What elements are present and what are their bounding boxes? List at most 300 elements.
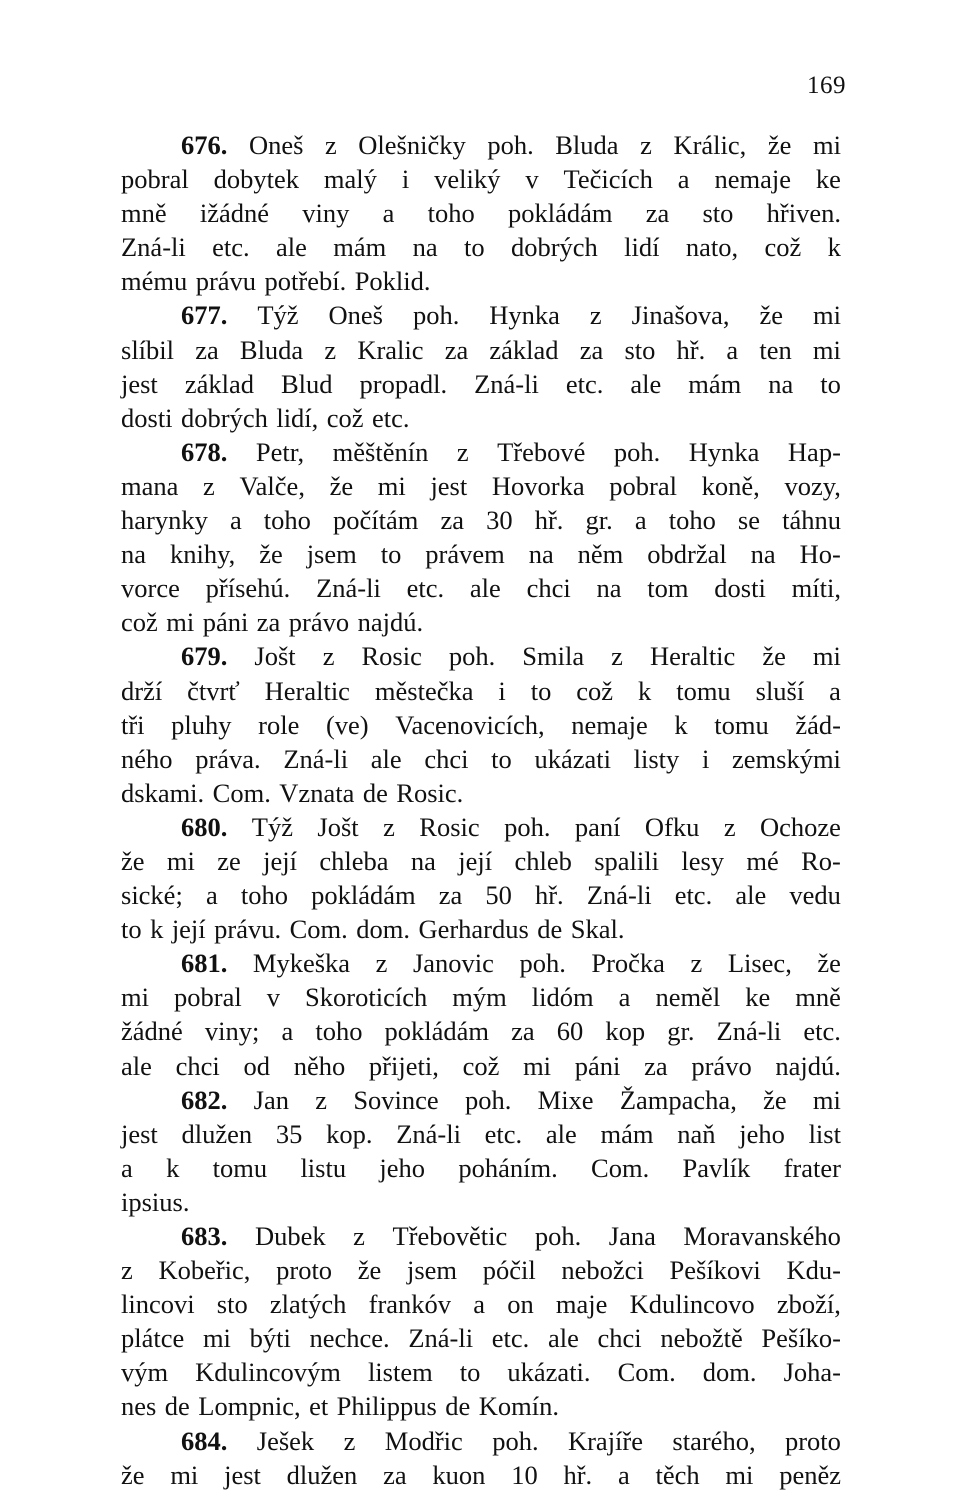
word: Lompnic, [198, 1391, 301, 1422]
word: a [205, 880, 218, 911]
word: Jošt [254, 641, 296, 672]
word: mám [333, 232, 387, 263]
word: mi [725, 1459, 754, 1490]
word: malý [323, 164, 377, 195]
word: z [383, 811, 395, 842]
word: měštěnín [332, 436, 429, 467]
word: naň [677, 1118, 716, 1149]
word: paní [574, 811, 621, 842]
word: drží [121, 675, 163, 706]
word: ale [275, 232, 307, 263]
entry-number: 679. [181, 641, 228, 672]
word: Joha- [783, 1357, 841, 1388]
word: z [121, 1255, 133, 1286]
word: a [634, 505, 647, 536]
word: hř. [676, 334, 706, 365]
word: že [121, 1459, 145, 1490]
word: de [164, 1391, 190, 1422]
word: Králic, [673, 130, 747, 160]
word: nemaje [571, 709, 648, 740]
word: chci [424, 743, 469, 774]
word: z [589, 300, 602, 331]
word: ale [370, 743, 402, 774]
word: mi [377, 470, 406, 501]
word: mně [795, 982, 841, 1013]
word: gr. [585, 505, 613, 536]
word: mi [812, 1084, 841, 1115]
word: de [445, 1391, 471, 1422]
word: ale [630, 368, 662, 399]
text-line [121, 503, 841, 537]
word: Třebové [497, 436, 586, 467]
word: Kdu- [786, 1255, 841, 1286]
text-line [121, 230, 841, 264]
word: a [617, 1459, 630, 1490]
word: pokládám [384, 1016, 490, 1047]
word: páni [574, 1050, 621, 1081]
word: za [579, 334, 604, 365]
word: její [263, 845, 297, 876]
word: poh. [464, 1084, 512, 1115]
word: lesy [681, 845, 725, 876]
word: Ho- [799, 539, 841, 570]
word: Heraltic [264, 675, 350, 706]
text-line [121, 537, 841, 571]
word: pokládám [507, 198, 613, 229]
text-line [121, 1389, 841, 1423]
word: něho [293, 1050, 346, 1081]
word: pobral [121, 164, 189, 195]
word: k [674, 709, 688, 740]
word: Hap- [787, 436, 841, 467]
word: Zná-li [586, 880, 652, 911]
word: Rosic [361, 641, 422, 672]
word: to [820, 368, 841, 399]
word: Vznata [279, 777, 355, 808]
word: na [750, 539, 776, 570]
word: a [281, 1016, 294, 1047]
text-line [121, 162, 841, 196]
word: Skal. [570, 914, 625, 945]
word: pobral [174, 982, 242, 1013]
word: mana [121, 470, 179, 501]
word: za [444, 334, 469, 365]
text-line [121, 571, 841, 605]
word: plátce [121, 1323, 185, 1354]
word: poh. [519, 948, 566, 979]
word: jest [121, 1118, 158, 1149]
word: Oneš [248, 130, 304, 160]
word: základ [184, 368, 254, 399]
word: z [353, 1221, 365, 1251]
word: a [618, 982, 631, 1013]
word: na [121, 539, 147, 570]
word: dosti [121, 402, 173, 433]
word: poh. [613, 436, 661, 467]
word: i [701, 743, 710, 774]
word: nebožtě [660, 1323, 743, 1354]
word: poh. [487, 130, 534, 160]
word: že [817, 948, 841, 979]
word: mi [812, 641, 841, 672]
word: Philippus [336, 1391, 437, 1422]
word: od [243, 1050, 270, 1081]
text-line [121, 605, 841, 639]
text-line [121, 298, 841, 332]
word: viny [302, 198, 350, 229]
word: Kobeřic, [158, 1255, 251, 1286]
word: poh. [492, 1425, 539, 1456]
word: mi [812, 130, 841, 160]
word: i [498, 675, 506, 706]
word: obdržal [647, 539, 727, 570]
word: na [596, 573, 622, 604]
word: v [525, 164, 539, 195]
word: frater [783, 1152, 841, 1183]
word: ukázati [534, 743, 611, 774]
word: Třebovětic [392, 1221, 508, 1251]
word: Týž [251, 811, 293, 842]
word: Ješek [256, 1425, 315, 1456]
word: Com. [212, 777, 271, 808]
word: lidí [624, 232, 660, 263]
word: zemskými [732, 743, 841, 774]
word: lidóm [531, 982, 594, 1013]
word: a [726, 334, 739, 365]
word: mi [813, 300, 841, 331]
word: ale [469, 573, 501, 604]
text-line [121, 1287, 841, 1321]
word: vým [121, 1357, 169, 1388]
word: hř. [534, 505, 564, 536]
text-line [121, 1151, 841, 1185]
word: z [375, 948, 388, 979]
word: jest [224, 1459, 261, 1490]
word: za [256, 607, 281, 638]
word: i [401, 164, 410, 195]
word: Mixe [537, 1084, 594, 1115]
word: nato, [685, 232, 739, 263]
word: etc. [406, 573, 445, 604]
text-line [121, 128, 841, 162]
word: býti [249, 1323, 291, 1354]
word: viny; [204, 1016, 260, 1047]
word: Bluda [239, 334, 304, 365]
word: právu. [214, 914, 282, 945]
word: proto [276, 1255, 333, 1286]
entry-number: 676. [181, 130, 228, 160]
word: 10 [511, 1459, 538, 1490]
word: že [329, 470, 354, 501]
word: lincovi [121, 1289, 195, 1320]
word: (ve) [325, 709, 369, 740]
word: že [763, 1084, 787, 1115]
word: z [690, 948, 703, 979]
word: poh. [534, 1221, 582, 1251]
word: že [759, 300, 784, 331]
word: poh. [412, 300, 460, 331]
word: jeho [379, 1152, 426, 1183]
word: etc. [212, 232, 250, 263]
word: Blud [280, 368, 333, 399]
word: z [322, 641, 335, 672]
word: mám [600, 1118, 654, 1149]
word: z [723, 811, 736, 842]
word: tomu [212, 1152, 268, 1183]
text-line [121, 810, 841, 844]
word: Ochoze [760, 811, 841, 842]
word: vedu [789, 880, 841, 911]
word: mi [121, 982, 149, 1013]
word: Jan [253, 1084, 289, 1115]
text-line [121, 196, 841, 230]
word: mi [166, 607, 195, 638]
word: v [266, 982, 280, 1013]
word: k [827, 232, 841, 263]
word: městečka [374, 675, 474, 706]
word: Com. [591, 1152, 650, 1183]
word: jeho [739, 1118, 785, 1149]
word: Zná-li [474, 368, 539, 399]
word: chleba [319, 845, 389, 876]
word: což [121, 607, 158, 638]
word: vorce [121, 573, 180, 604]
word: ného [121, 743, 173, 774]
word: póčil [482, 1255, 536, 1286]
word: že [121, 845, 145, 876]
word: mi [170, 1459, 199, 1490]
word: ten [759, 334, 792, 365]
word: listu [300, 1152, 347, 1183]
word: pobral [609, 470, 677, 501]
word: Kralic [357, 334, 424, 365]
word: Bluda [555, 130, 619, 160]
word: Pavlík [682, 1152, 751, 1183]
word: najdú. [775, 1050, 841, 1081]
word: což [462, 1050, 500, 1081]
entry-number: 682. [181, 1084, 228, 1115]
text-line [121, 674, 841, 708]
text-line [121, 639, 841, 673]
text-line [121, 844, 841, 878]
word: etc. [674, 880, 713, 911]
word: najdú. [357, 607, 424, 638]
word: právo [288, 607, 350, 638]
word: ke [745, 982, 771, 1013]
word: Ro- [801, 845, 841, 876]
word: ze [217, 845, 241, 876]
word: etc. [372, 402, 410, 433]
text-line [121, 1253, 841, 1287]
word: a [677, 164, 690, 195]
word: etc. [803, 1016, 841, 1047]
text-line [121, 1117, 841, 1151]
word: sto [624, 334, 656, 365]
word: Jošt [317, 811, 359, 842]
word: slíbil [121, 334, 175, 365]
word: že [357, 1255, 382, 1286]
word: 50 [485, 880, 512, 911]
word: a [382, 198, 395, 229]
text-line [121, 333, 841, 367]
word: mně [121, 198, 167, 229]
word: mám [688, 368, 742, 399]
word: koně, [701, 470, 760, 501]
word: role [258, 709, 300, 740]
word: hř. [534, 880, 564, 911]
text-line [121, 469, 841, 503]
word: Modřic [384, 1425, 463, 1456]
word: et [309, 1391, 329, 1422]
word: na [528, 539, 554, 570]
word: za [644, 1050, 668, 1081]
word: k [638, 675, 652, 706]
word: de [362, 777, 388, 808]
word: Smila [522, 641, 585, 672]
word: maje [555, 1289, 608, 1320]
word: právem [425, 539, 505, 570]
word: dlužen [286, 1459, 358, 1490]
word: z [456, 436, 469, 467]
word: Pešíko- [761, 1323, 841, 1354]
word: Oneš [328, 300, 383, 331]
word: nechce. [309, 1323, 390, 1354]
word: nebožci [561, 1255, 644, 1286]
word: Ofku [644, 811, 700, 842]
word: za [440, 505, 465, 536]
word: dlužen [181, 1118, 253, 1149]
word: že [767, 130, 792, 160]
word: Olešničky [358, 130, 466, 160]
word: a [229, 505, 242, 536]
word: z [343, 1425, 356, 1456]
word: ukázati. [507, 1357, 591, 1388]
word: Zná-li [396, 1118, 461, 1149]
word: z [611, 641, 623, 672]
text-line [121, 435, 841, 469]
word: 35 [275, 1118, 303, 1149]
word: mému [121, 266, 188, 297]
word: nes [121, 1391, 157, 1422]
word: sto [216, 1289, 248, 1320]
word: Tečicích [563, 164, 653, 195]
word: dobrých [510, 232, 598, 263]
text-line [121, 946, 841, 980]
word: Skoroticích [305, 982, 428, 1013]
word: z [315, 1084, 328, 1115]
text-line [121, 980, 841, 1014]
word: Lisec, [727, 948, 792, 979]
word: přísehú. [205, 573, 291, 604]
word: potřebí. [264, 266, 347, 297]
word: za [438, 880, 463, 911]
word: Kdulincovo [629, 1289, 755, 1320]
word: za [645, 198, 670, 229]
word: Jinašova, [631, 300, 730, 331]
word: toho [240, 880, 288, 911]
word: a [473, 1289, 485, 1320]
word: kop. [326, 1118, 373, 1149]
word: 30 [486, 505, 513, 536]
word: 60 [556, 1016, 584, 1047]
word: tři [121, 709, 145, 740]
text-line [121, 1049, 841, 1083]
word: vozy, [784, 470, 841, 501]
word: mé [746, 845, 779, 876]
word: dom. [702, 1357, 757, 1388]
word: Gerhardus [418, 914, 529, 945]
entry-number: 684. [181, 1425, 228, 1456]
word: pluhy [171, 709, 232, 740]
text-line [121, 1424, 841, 1458]
word: Valče, [239, 470, 305, 501]
text-line [121, 1458, 841, 1492]
text-line [121, 401, 841, 435]
word: chci [597, 1323, 642, 1354]
word: mi [166, 845, 195, 876]
word: Moravanského [683, 1221, 841, 1251]
word: žádné [121, 1016, 183, 1047]
word: propadl. [359, 368, 448, 399]
word: kop [605, 1016, 646, 1047]
word: což [764, 232, 802, 263]
word: to [491, 743, 512, 774]
word: tomu [676, 675, 731, 706]
word: Rosic. [396, 777, 464, 808]
text-line [121, 912, 841, 946]
word: Pročka [591, 948, 665, 979]
word: základ [489, 334, 559, 365]
word: to [463, 232, 485, 263]
word: harynky [121, 505, 208, 536]
word: dskami. [121, 777, 205, 808]
word: nemaje [714, 164, 791, 195]
word: Rosic [419, 811, 480, 842]
word: proto [784, 1425, 841, 1456]
word: na [768, 368, 794, 399]
word: Dubek [254, 1221, 326, 1251]
text-line [121, 878, 841, 912]
word: z [324, 130, 337, 160]
word: z [640, 130, 652, 160]
word: její [171, 914, 206, 945]
word: dom. [356, 914, 410, 945]
text-line [121, 1219, 841, 1253]
word: Sovince [353, 1084, 439, 1115]
word: toho [315, 1016, 363, 1047]
text-line [121, 742, 841, 776]
word: Jana [608, 1221, 656, 1251]
word: de [537, 914, 563, 945]
word: se [737, 505, 760, 536]
word: Zná-li [408, 1323, 474, 1354]
word: tom [647, 573, 689, 604]
word: hřiven. [766, 198, 841, 229]
word: těch [655, 1459, 700, 1490]
word: její [458, 845, 493, 876]
word: zlatých [269, 1289, 347, 1320]
word: ale [547, 1323, 579, 1354]
text-line [121, 367, 841, 401]
word: Mykeška [252, 948, 351, 979]
word: Hynka [688, 436, 760, 467]
word: starého, [672, 1425, 756, 1456]
word: k [150, 914, 164, 945]
word: poh. [504, 811, 551, 842]
word: že [762, 641, 786, 672]
word: etc. [491, 1323, 530, 1354]
word: ale [735, 880, 767, 911]
